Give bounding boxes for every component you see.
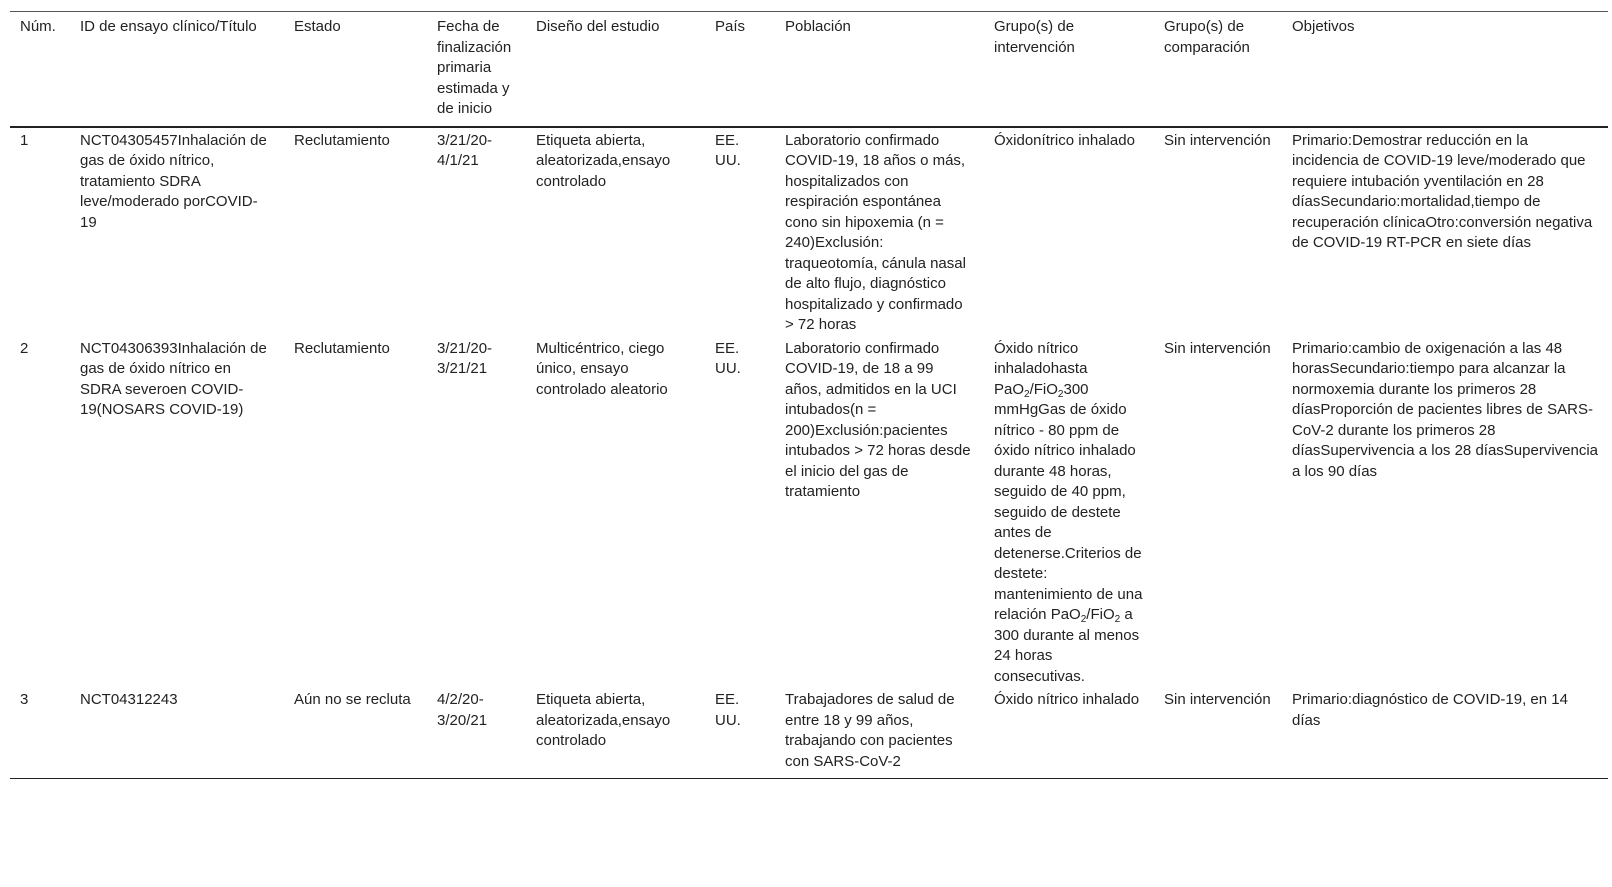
cell-comparison: Sin intervención — [1164, 131, 1271, 149]
header-objectives: Objetivos — [1292, 18, 1355, 35]
table-header — [10, 12, 1608, 127]
cell-num: 3 — [20, 691, 29, 708]
subscript: 2 — [1057, 388, 1064, 400]
header-comparison: Grupo(s) de comparación — [1164, 18, 1250, 56]
subscript: 2 — [1024, 388, 1030, 400]
header-id-title: ID de ensayo clínico/Título — [80, 18, 257, 35]
subscript: 2 — [1114, 614, 1121, 625]
cell-intervention — [984, 336, 1154, 688]
cell-num: 2 — [20, 339, 29, 357]
cell-dates: 3/21/20-3/21/21 — [437, 339, 493, 377]
header-dates: Fecha de finalización primaria estimada y de inicio — [437, 18, 512, 117]
intervention-text: /FiO — [1086, 606, 1115, 623]
cell-comparison: Sin intervención — [1164, 691, 1271, 708]
cell-objectives: Primario:diagnóstico de COVID-19, en 14 días — [1292, 691, 1568, 729]
cell-country: EE. UU. — [715, 691, 741, 729]
cell-country: EE. UU. — [715, 131, 741, 169]
cell-id-title: NCT04305457Inhalación de gas de óxido nítrico, tratamiento SDRA leve/moderado porCOVID-19 — [80, 131, 267, 231]
header-row — [10, 12, 1608, 127]
header-population: Población — [785, 18, 851, 35]
cell-intervention: Óxidonítrico inhalado — [994, 131, 1135, 149]
subscript: 2 — [1080, 614, 1087, 625]
cell-country: EE. UU. — [715, 339, 741, 377]
table-row — [10, 687, 1608, 779]
intervention-text: 300 mmHgGas de óxido nítrico - 80 ppm de óxido nítrico inhalado durante 48 horas, seguido de 40 ppm, seguido de destete antes de detenerse.Criterios de destete: mantenimiento de una relación PaO — [994, 380, 1143, 623]
cell-design: Multicéntrico, ciego único, ensayo controlado aleatorio — [536, 339, 668, 398]
cell-intervention: Óxido nítrico inhalado — [994, 691, 1140, 708]
intervention-text: Óxido nítrico inhaladohasta PaO — [994, 339, 1088, 398]
cell-dates: 3/21/20-4/1/21 — [437, 131, 493, 169]
cell-design: Etiqueta abierta, aleatorizada,ensayo controlado — [536, 691, 671, 749]
header-country: País — [715, 18, 746, 35]
table-body — [10, 127, 1608, 779]
cell-objectives: Primario:cambio de oxigenación a las 48 horasSecundario:tiempo para alcanzar la normoxemia durante los primeros 28 díasProporción de pacientes libres de SARS-CoV-2 durante los primeros 28 díasSupervivencia a los 28 díasSupervivencia a los 90 días — [1292, 339, 1599, 480]
table-row — [10, 127, 1608, 336]
cell-objectives: Primario:Demostrar reducción en la incidencia de COVID-19 leve/moderado que requiere intubación yventilación en 28 díasSecundario:mortalidad,tiempo de recuperación clínicaOtro:conversión negativa de COVID-19 RT-PCR en siete días — [1292, 131, 1593, 251]
cell-comparison: Sin intervención — [1164, 339, 1271, 357]
cell-dates: 4/2/20-3/20/21 — [437, 691, 488, 729]
cell-population: Laboratorio confirmado COVID-19, de 18 a 99 años, admitidos en la UCI intubados(n = 200)Exclusión:pacientes intubados > 72 horas desde el inicio del gas de tratamiento — [785, 339, 971, 500]
table-container — [10, 11, 1608, 779]
intervention-text: a 300 durante al menos 24 horas consecutivas. — [994, 606, 1140, 685]
table-row — [10, 336, 1608, 688]
cell-status: Reclutamiento — [294, 339, 390, 357]
intervention-text: /FiO — [1029, 380, 1058, 398]
cell-design: Etiqueta abierta, aleatorizada,ensayo controlado — [536, 131, 671, 190]
header-num: Núm. — [20, 18, 56, 35]
cell-population: Laboratorio confirmado COVID-19, 18 años o más, hospitalizados con respiración espontánea cono sin hipoxemia (n = 240)Exclusión: traqueotomía, cánula nasal de alto flujo, diagnóstico hospitalizado y confirmado > 72 horas — [785, 131, 966, 333]
clinical-trials-table — [10, 11, 1608, 779]
cell-id-title: NCT04312243 — [80, 691, 178, 708]
header-intervention: Grupo(s) de intervención — [994, 18, 1075, 56]
cell-status: Aún no se recluta — [294, 691, 411, 708]
cell-num: 1 — [20, 131, 29, 149]
header-design: Diseño del estudio — [536, 18, 660, 35]
header-status: Estado — [294, 18, 341, 35]
cell-population: Trabajadores de salud de entre 18 y 99 años, trabajando con pacientes con SARS-CoV-2 — [785, 691, 955, 770]
cell-id-title: NCT04306393Inhalación de gas de óxido nítrico en SDRA severoen COVID-19(NOSARS COVID-19) — [80, 339, 267, 418]
cell-status: Reclutamiento — [294, 131, 390, 149]
